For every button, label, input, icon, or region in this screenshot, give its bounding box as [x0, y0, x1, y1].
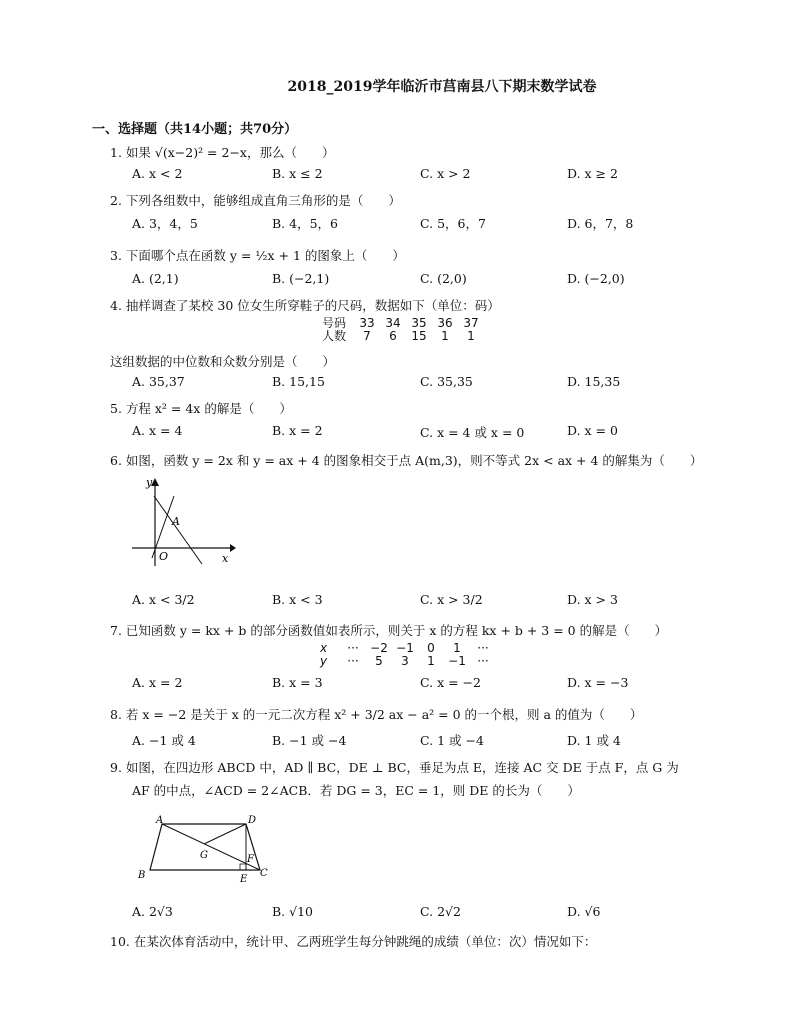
option-b: B. x = 3: [272, 675, 323, 690]
option-c: C. x > 3/2: [420, 592, 483, 607]
option-d: D. 6，7，8: [567, 216, 634, 231]
table-cell: 36: [437, 316, 453, 330]
option-c: C. 5，6，7: [420, 216, 486, 231]
label-g: G: [200, 850, 208, 861]
option-b: B. x < 3: [272, 592, 323, 607]
option-d: D. x > 3: [567, 592, 618, 607]
question-2-options: [132, 214, 692, 230]
table-cell: 34: [385, 316, 401, 330]
option-b: B. x = 2: [272, 423, 323, 438]
table-cell: 1: [427, 654, 435, 668]
option-d: D. x = 0: [567, 423, 618, 438]
table-cell: 7: [363, 329, 371, 343]
table-cell: ···: [347, 654, 359, 668]
option-a: A. x = 4: [132, 423, 183, 438]
table-cell: ···: [477, 641, 489, 655]
question-1-stem: 1. 如果 √(x−2)² = 2−x，那么（ ）: [110, 145, 335, 160]
right-angle-mark: [240, 864, 246, 870]
question-10-stem: 10. 在某次体育活动中，统计甲、乙两班学生每分钟跳绳的成绩（单位：次）情况如下：: [110, 934, 597, 949]
table-header: x: [320, 641, 328, 655]
question-7-table: [320, 642, 496, 668]
question-4-stem-2: 这组数据的中位数和众数分别是（ ）: [110, 354, 336, 369]
table-header: 人数: [322, 329, 347, 343]
table-cell: 5: [375, 654, 383, 668]
option-c: C. 35,35: [420, 374, 473, 389]
segment-dg: [204, 824, 246, 844]
origin-label: O: [159, 550, 169, 563]
option-a: A. 35,37: [132, 374, 185, 389]
option-a: A. 3，4，5: [132, 216, 198, 231]
table-cell: 1: [467, 329, 475, 343]
table-cell: 15: [411, 329, 427, 343]
option-a: A. x < 3/2: [132, 592, 195, 607]
x-label: x: [222, 552, 229, 565]
segment-ac: [162, 824, 260, 870]
option-d: D. √6: [567, 904, 601, 919]
table-header: y: [320, 654, 328, 668]
option-c: C. (2,0): [420, 271, 467, 286]
option-a: A. 2√3: [132, 904, 173, 919]
option-d: D. 1 或 4: [567, 733, 621, 748]
option-b: B. 15,15: [272, 374, 325, 389]
label-d: D: [248, 815, 257, 826]
label-f: F: [247, 854, 254, 865]
option-d: D. x = −3: [567, 675, 629, 690]
option-b: B. (−2,1): [272, 271, 330, 286]
option-d: D. (−2,0): [567, 271, 625, 286]
x-axis-arrow: [230, 544, 236, 552]
quadrilateral-abcd: [150, 824, 260, 870]
table-cell: 33: [359, 316, 375, 330]
question-3-stem: 3. 下面哪个点在函数 y = ½x + 1 的图象上（ ）: [110, 248, 405, 263]
table-cell: 6: [389, 329, 397, 343]
question-7-options: [132, 675, 692, 691]
question-9-stem-2: AF 的中点，∠ACD = 2∠ACB．若 DG = 3，EC = 1，则 DE 的长为（ ）: [132, 783, 580, 798]
table-cell: −1: [396, 641, 414, 655]
question-9-figure: [132, 812, 280, 884]
option-c: C. x = 4 或 x = 0: [420, 425, 525, 440]
question-4-table: [322, 317, 484, 343]
label-a: A: [156, 815, 164, 826]
option-b: B. √10: [272, 904, 314, 919]
question-9-stem: 9. 如图，在四边形 ABCD 中，AD ∥ BC，DE ⊥ BC，垂足为点 E，连接 AC 交 DE 于点 F，点 G 为: [110, 760, 679, 775]
point-a-label: A: [172, 515, 180, 528]
question-6-stem: 6. 如图，函数 y = 2x 和 y = ax + 4 的图象相交于点 A(m,3)，则不等式 2x < ax + 4 的解集为（ ）: [110, 453, 703, 468]
option-b: B. 4，5，6: [272, 216, 338, 231]
question-3-options: [132, 271, 692, 287]
table-cell: ···: [347, 641, 359, 655]
option-c: C. x > 2: [420, 166, 471, 181]
option-c: C. 2√2: [420, 904, 461, 919]
question-4-options: [132, 374, 692, 390]
table-header: 号码: [322, 316, 347, 330]
option-c: C. x = −2: [420, 675, 481, 690]
option-c: C. 1 或 −4: [420, 733, 484, 748]
question-5-options: [132, 423, 692, 439]
label-b: B: [138, 870, 146, 881]
question-8-options: [132, 731, 692, 747]
option-b: B. x ≤ 2: [272, 166, 323, 181]
option-b: B. −1 或 −4: [272, 733, 347, 748]
table-cell: −2: [370, 641, 388, 655]
table-cell: 3: [401, 654, 409, 668]
option-a: A. x < 2: [132, 166, 183, 181]
section-heading: 一、选择题（共14小题；共70分）: [92, 122, 298, 137]
option-a: A. (2,1): [132, 271, 179, 286]
question-1-options: [132, 166, 692, 182]
option-a: A. x = 2: [132, 675, 183, 690]
table-cell: 0: [427, 641, 435, 655]
table-cell: 37: [463, 316, 479, 330]
question-2-stem: 2. 下列各组数中，能够组成直角三角形的是（ ）: [110, 193, 401, 208]
question-5-stem: 5. 方程 x² = 4x 的解是（ ）: [110, 401, 292, 416]
question-6-figure: [126, 474, 238, 570]
table-cell: ···: [477, 654, 489, 668]
table-cell: 35: [411, 316, 427, 330]
page-title: 2018_2019学年临沂市莒南县八下期末数学试卷: [287, 79, 597, 95]
table-cell: −1: [448, 654, 466, 668]
table-cell: 1: [453, 641, 461, 655]
question-4-stem: 4. 抽样调查了某校 30 位女生所穿鞋子的尺码，数据如下（单位：码）: [110, 298, 500, 313]
option-d: D. x ≥ 2: [567, 166, 618, 181]
question-6-options: [132, 592, 692, 608]
question-7-stem: 7. 已知函数 y = kx + b 的部分函数值如表所示，则关于 x 的方程 kx + b + 3 = 0 的解是（ ）: [110, 623, 668, 638]
y-label: y: [146, 476, 153, 489]
option-a: A. −1 或 4: [132, 733, 196, 748]
question-9-options: [132, 904, 692, 920]
label-e: E: [240, 874, 248, 884]
table-cell: 1: [441, 329, 449, 343]
option-d: D. 15,35: [567, 374, 621, 389]
label-c: C: [260, 868, 268, 879]
question-8-stem: 8. 若 x = −2 是关于 x 的一元二次方程 x² + 3/2 ax − a² = 0 的一个根，则 a 的值为（ ）: [110, 707, 643, 722]
